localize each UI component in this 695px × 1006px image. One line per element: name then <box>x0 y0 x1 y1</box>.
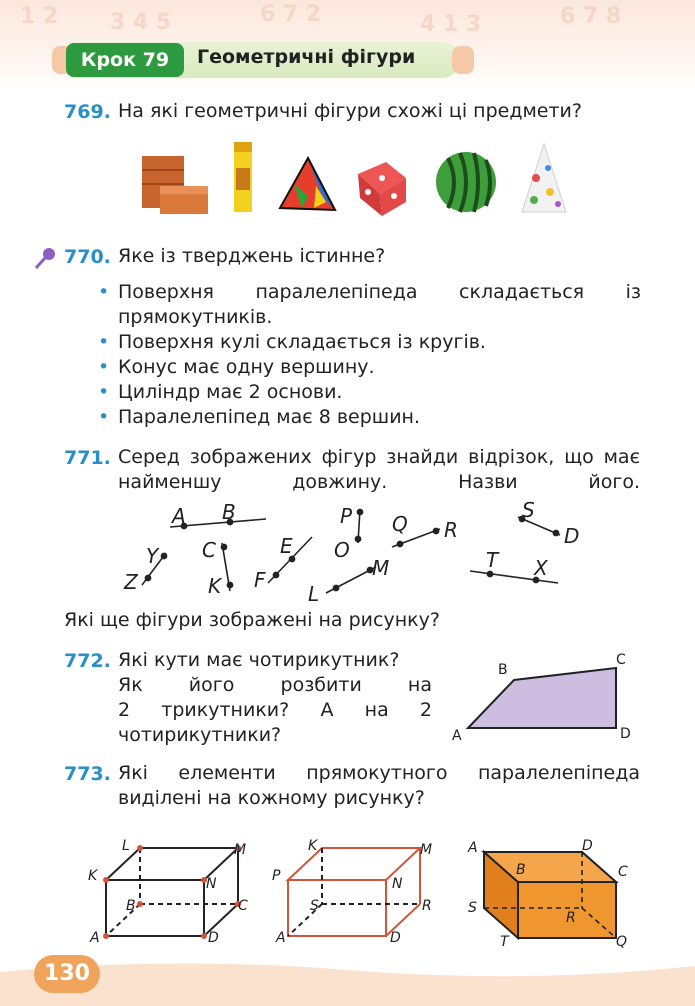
box1-label-a: A <box>90 930 100 946</box>
point-label-c: C <box>202 538 216 562</box>
list-item: • Поверхня паралелепіпеда складається із прямокутників. <box>96 280 641 330</box>
point-label-q: Q <box>392 512 408 536</box>
party-hat-icon <box>522 144 566 212</box>
point-label-x: X <box>534 556 548 580</box>
box2-label-r: R <box>422 898 432 914</box>
exercise-number-772: 772. <box>64 650 111 672</box>
point-label-f: F <box>254 568 266 592</box>
exercise-771-followup: Які ще фігури зображені на рисунку? <box>64 609 440 631</box>
box3-label-a: A <box>468 840 478 856</box>
box1-label-c: C <box>238 898 248 914</box>
exercise-number-773: 773. <box>64 763 111 785</box>
box1-label-n: N <box>206 876 217 892</box>
list-item: • Паралелепіпед має 8 вершин. <box>96 405 641 430</box>
point-label-y: Y <box>146 544 159 568</box>
exercise-773-line-2: виділені на кожному рисунку? <box>118 787 425 809</box>
box2-label-a: A <box>276 930 286 946</box>
point-label-m: M <box>372 556 390 580</box>
point-label-s: S <box>522 498 535 522</box>
vertex-label-d: D <box>620 726 631 742</box>
box2-label-m: M <box>420 842 433 858</box>
box3-label-d: D <box>582 838 593 854</box>
exercise-770-question: Яке із тверджень істинне? <box>118 245 386 267</box>
exercise-771-question: Серед зображених фігур знайди відрізок, що має найменшу довжину. Назви його. <box>118 446 640 493</box>
decor-digits: 4 1 3 <box>420 12 482 37</box>
trapezoid-figure <box>448 652 648 744</box>
decor-digits: 6 7 8 <box>560 4 622 29</box>
pyramid-puzzle-icon <box>280 158 335 210</box>
box2-label-d: D <box>390 930 401 946</box>
box3-label-q: Q <box>616 934 628 950</box>
box3-label-c: C <box>618 864 628 880</box>
box-1 <box>106 848 238 936</box>
vertex-label-a: A <box>452 728 462 744</box>
list-item: • Циліндр має 2 основи. <box>96 380 641 405</box>
exercise-773-line-1: Які елементи прямокутного паралелепіпеда <box>118 762 640 784</box>
box1-label-b: B <box>126 898 136 914</box>
exercise-number-769: 769. <box>64 101 111 123</box>
vertex-label-b: B <box>498 662 508 678</box>
glue-stick-icon <box>234 142 252 212</box>
exercise-769-question: На які геометричні фігури схожі ці предмети? <box>118 100 582 122</box>
exercise-772-line-2: Як його розбити на <box>118 674 432 696</box>
dice-icon <box>358 162 406 216</box>
box1-label-d: D <box>208 930 219 946</box>
box-2 <box>288 848 420 936</box>
box1-label-l: L <box>122 838 130 854</box>
decor-digits: 6 7 2 <box>260 2 322 27</box>
right-hand-icon <box>452 46 474 74</box>
list-item: • Поверхня кулі складається із кругів. <box>96 330 641 355</box>
point-label-l: L <box>308 582 320 605</box>
point-label-a: A <box>172 504 186 528</box>
point-label-b: B <box>222 500 236 524</box>
exercise-772-line-1: Які кути має чотирикутник? <box>118 649 400 671</box>
point-label-p: P <box>340 504 353 528</box>
box2-label-p: P <box>272 868 281 884</box>
point-label-r: R <box>444 518 458 542</box>
exercise-772-line-3: 2 трикутники? А на 2 <box>118 699 432 721</box>
exercise-772-line-4: чотирикутники? <box>118 724 282 746</box>
box3-label-r: R <box>566 910 576 926</box>
footer-wave <box>0 948 695 1006</box>
decor-digits: 3 4 5 <box>110 10 172 35</box>
box3-label-b: B <box>516 862 526 878</box>
brick-icon <box>142 156 208 214</box>
point-label-z: Z <box>124 570 138 594</box>
box-3 <box>484 852 616 938</box>
point-label-k: K <box>208 574 222 598</box>
page-title: Геометричні фігури <box>197 46 416 68</box>
exercise-number-771: 771. <box>64 447 111 469</box>
point-label-o: O <box>334 538 350 562</box>
point-label-d: D <box>564 524 580 548</box>
vertex-label-c: C <box>616 652 626 668</box>
statement-list <box>96 280 641 430</box>
exercise-number-770: 770. <box>64 246 111 268</box>
watermelon-icon <box>436 152 496 212</box>
step-badge: Крок 79 <box>66 43 184 77</box>
box2-label-k: K <box>308 838 318 854</box>
segments-figure <box>100 495 600 605</box>
decor-digits: 1 2 <box>20 4 59 29</box>
box2-label-n: N <box>392 876 403 892</box>
box3-label-s: S <box>468 900 477 916</box>
exercise-769-objects <box>130 138 590 224</box>
point-label-t: T <box>486 548 499 572</box>
box2-label-s: S <box>310 898 319 914</box>
box1-label-m: M <box>234 842 247 858</box>
list-item: • Конус має одну вершину. <box>96 355 641 380</box>
point-label-e: E <box>280 534 293 558</box>
microphone-icon <box>32 246 58 272</box>
box3-label-t: T <box>500 934 509 950</box>
box1-label-k: K <box>88 868 98 884</box>
page-number: 130 <box>34 955 100 993</box>
parallelepipeds-figure <box>80 834 660 954</box>
